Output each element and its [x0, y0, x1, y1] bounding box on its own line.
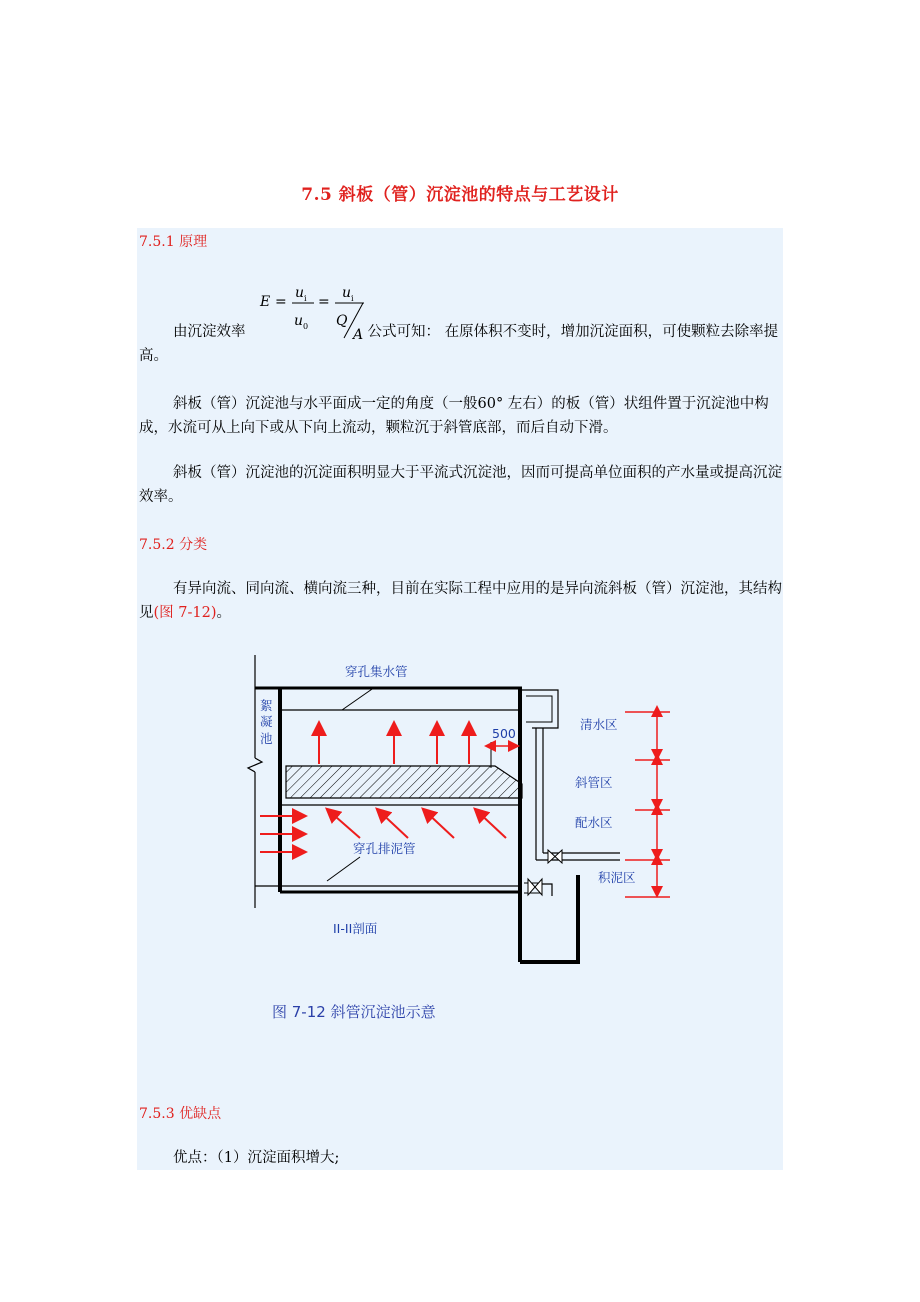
- svg-text:=: =: [318, 294, 330, 310]
- svg-text:u: u: [342, 285, 352, 301]
- label-floc-2: 凝: [260, 714, 273, 729]
- paragraph-principle-2: 斜板（管）沉淀池与水平面成一定的角度（一般60° 左右）的板（管）状组件置于沉淀池中构成，水流可从上向下或从下向上流动，颗粒沉于斜管底部，而后自动下滑。: [139, 396, 769, 436]
- svg-text:u: u: [294, 313, 304, 329]
- label-distribution-zone: 配水区: [575, 815, 613, 830]
- svg-text:A: A: [353, 327, 364, 340]
- valve-upper: [548, 850, 562, 863]
- sedimentation-tank-diagram: [230, 650, 690, 970]
- label-perforated-collector: 穿孔集水管: [345, 664, 408, 679]
- figure-link[interactable]: (图 7-12): [153, 605, 217, 621]
- section-heading-classification: 7.5.2 分类: [139, 537, 208, 553]
- paragraph-advantages: 优点：（1）沉淀面积增大;: [173, 1150, 340, 1166]
- label-tube-zone: 斜管区: [575, 775, 613, 790]
- label-sludge-zone: 积泥区: [598, 870, 636, 885]
- dimension-500: 500: [492, 726, 516, 741]
- upflow-arrows: [319, 724, 469, 764]
- svg-text:Q: Q: [336, 313, 348, 329]
- paragraph-principle-3: 斜板（管）沉淀池的沉淀面积明显大于平流式沉淀池，因而可提高单位面积的产水量或提高沉淀效率。: [139, 465, 782, 505]
- svg-text:i: i: [351, 294, 354, 303]
- label-section: II-II剖面: [333, 921, 378, 936]
- diagonal-flow-arrows: [328, 810, 506, 838]
- label-floc-3: 池: [260, 731, 273, 746]
- svg-text:=: =: [275, 294, 287, 310]
- svg-text:u: u: [295, 285, 305, 301]
- label-clear-water-zone: 清水区: [580, 717, 618, 732]
- section-heading-pros-cons: 7.5.3 优缺点: [139, 1106, 222, 1122]
- section-heading-principle: 7.5.1 原理: [139, 234, 208, 250]
- formula-paragraph: 由沉淀效率 公式可知： 在原体积不变时，增加沉淀面积，可使颗粒去除率提高。: [139, 324, 779, 364]
- svg-text:i: i: [304, 294, 307, 303]
- label-floc-1: 絮: [260, 698, 273, 713]
- label-perforated-drain: 穿孔排泥管: [353, 841, 416, 856]
- inclined-tube-zone: [286, 766, 522, 798]
- page-title: 7.5 斜板（管）沉淀池的特点与工艺设计: [301, 185, 619, 205]
- formula-E: E: [260, 294, 271, 310]
- svg-text:0: 0: [303, 322, 309, 331]
- figure-caption: 图 7-12 斜管沉淀池示意: [272, 1003, 436, 1021]
- paragraph-classification: 有异向流、同向流、横向流三种，目前在实际工程中应用的是异向流斜板（管）沉淀池，其结构见(图 7-12)。: [139, 581, 782, 621]
